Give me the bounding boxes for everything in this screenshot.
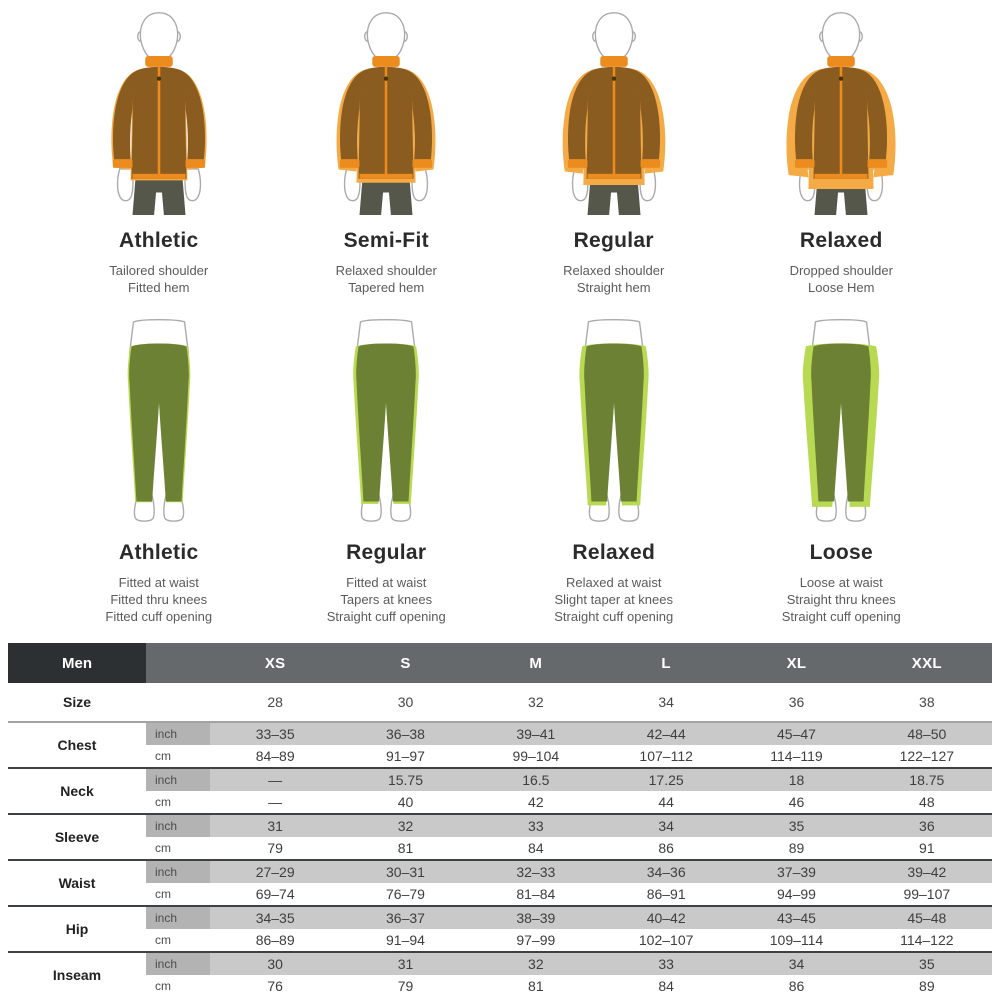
measurement-value-inch: 33–35	[210, 723, 340, 745]
measurement-value-inch: 31	[340, 953, 470, 975]
measurement-value-cm: 84	[601, 975, 731, 997]
measurement-value-inch: 31	[210, 815, 340, 837]
fit-name: Athletic	[119, 229, 199, 252]
measurement-value-cm: 86	[601, 837, 731, 859]
fit-desc-line: Slight taper at knees	[554, 592, 674, 607]
fit-desc-line: Fitted thru knees	[110, 592, 208, 607]
figure-shorts	[132, 179, 185, 215]
size-value-xs: 28	[267, 694, 283, 710]
zipper-pull	[839, 76, 843, 80]
unit-label-cm: cm	[146, 883, 210, 905]
measurement-value-cm: 109–114	[731, 929, 861, 951]
measurement-value-cm: 81	[340, 837, 470, 859]
measurement-label-neck: Neck	[8, 769, 146, 813]
size-value-l: 34	[658, 694, 674, 710]
unit-label-inch: inch	[146, 815, 210, 837]
table-header-xxl: XXL	[911, 654, 942, 672]
measurement-label-chest: Chest	[8, 723, 146, 767]
fit-desc-line: Dropped shoulder	[789, 263, 893, 278]
table-header-s: S	[400, 654, 411, 672]
measurement-value-cm: 99–104	[471, 745, 601, 767]
measurement-value-cm: 114–122	[862, 929, 992, 951]
fit-description	[45, 574, 273, 625]
measurement-value-cm: —	[210, 791, 340, 813]
pants-shape	[129, 344, 189, 502]
figure-head	[368, 13, 405, 62]
measurement-value-inch: 34–36	[601, 861, 731, 883]
jacket-hem	[587, 174, 640, 179]
jacket-zipper	[385, 67, 388, 176]
fit-description	[45, 262, 273, 296]
table-header-row	[8, 643, 992, 683]
jacket-zipper	[840, 67, 843, 176]
measurement-value-inch: 34	[731, 953, 861, 975]
pant-fit-regular	[273, 318, 501, 625]
measurement-value-cm: 86	[731, 975, 861, 997]
pants-shape	[811, 344, 871, 502]
measurement-value-inch: 15.75	[340, 769, 470, 791]
measurement-value-cm: 79	[210, 837, 340, 859]
figure-head	[140, 13, 177, 62]
measurement-group-sleeve	[8, 813, 992, 859]
pant-fit-section	[45, 318, 955, 625]
measurement-value-inch: —	[210, 769, 340, 791]
measurement-value-cm: 84–89	[210, 745, 340, 767]
fit-desc-line: Relaxed shoulder	[563, 263, 665, 278]
measurement-value-cm: 76–79	[340, 883, 470, 905]
fit-desc-line: Loose at waist	[799, 575, 883, 590]
measurement-group-chest	[8, 723, 992, 767]
measurement-value-inch: 32	[340, 815, 470, 837]
fit-description	[728, 574, 956, 625]
measurement-value-inch: 43–45	[731, 907, 861, 929]
fit-desc-line: Straight cuff opening	[554, 609, 674, 624]
fit-name: Regular	[573, 229, 654, 252]
measurement-value-cm: 114–119	[731, 745, 861, 767]
measurement-value-inch: 45–48	[862, 907, 992, 929]
measurement-value-cm: 76	[210, 975, 340, 997]
unit-label-inch: inch	[146, 861, 210, 883]
pant-fit-illustration	[762, 318, 920, 529]
figure-head	[823, 13, 860, 62]
measurement-value-inch: 35	[862, 953, 992, 975]
fit-name: Relaxed	[799, 229, 883, 252]
measurement-value-inch: 32–33	[471, 861, 601, 883]
measurement-value-inch: 48–50	[862, 723, 992, 745]
jacket-collar	[600, 56, 627, 67]
fit-name: Athletic	[119, 541, 199, 564]
table-header-men: Men	[8, 643, 146, 683]
measurement-label-inseam: Inseam	[8, 953, 146, 997]
unit-label-inch: inch	[146, 769, 210, 791]
measurement-group-neck	[8, 767, 992, 813]
measurement-value-cm: 89	[731, 837, 861, 859]
jacket-zipper	[612, 67, 615, 176]
measurement-value-cm: 91	[862, 837, 992, 859]
mens-size-table	[8, 643, 992, 997]
table-size-row	[8, 683, 992, 723]
size-value-xxl: 38	[919, 694, 935, 710]
fit-name: Loose	[809, 541, 873, 564]
jacket-fit-illustration	[535, 6, 693, 217]
measurement-value-inch: 17.25	[601, 769, 731, 791]
figure-shorts	[360, 179, 413, 215]
fit-name: Relaxed	[572, 541, 656, 564]
fit-desc-line: Loose Hem	[808, 280, 875, 295]
fit-desc-line: Fitted at waist	[346, 575, 427, 590]
jacket-collar	[373, 56, 400, 67]
measurement-value-cm: 91–94	[340, 929, 470, 951]
unit-label-cm: cm	[146, 745, 210, 767]
unit-label-inch: inch	[146, 723, 210, 745]
table-header-m: M	[529, 654, 543, 672]
fit-name: Semi-Fit	[343, 229, 429, 252]
measurement-value-cm: 69–74	[210, 883, 340, 905]
measurement-value-inch: 36	[862, 815, 992, 837]
measurement-value-inch: 18.75	[862, 769, 992, 791]
zipper-pull	[612, 76, 616, 80]
jacket-fit-athletic	[45, 6, 273, 296]
zipper-pull	[384, 76, 388, 80]
measurement-value-inch: 33	[471, 815, 601, 837]
measurement-value-inch: 42–44	[601, 723, 731, 745]
unit-label-cm: cm	[146, 975, 210, 997]
fit-description	[500, 574, 728, 625]
size-value-s: 30	[397, 694, 414, 710]
fit-desc-line: Fitted at waist	[118, 575, 199, 590]
jacket-fit-illustration	[762, 6, 920, 217]
jacket-fit-illustration	[80, 6, 238, 217]
fit-description	[273, 574, 501, 625]
measurement-value-inch: 16.5	[471, 769, 601, 791]
fit-desc-line: Fitted cuff opening	[105, 609, 213, 624]
size-value-m: 32	[528, 694, 544, 710]
measurement-value-cm: 48	[862, 791, 992, 813]
measurement-value-inch: 38–39	[471, 907, 601, 929]
jacket-hem	[132, 174, 185, 179]
measurement-value-cm: 122–127	[862, 745, 992, 767]
fit-description	[273, 262, 501, 296]
measurement-value-inch: 18	[731, 769, 861, 791]
size-row-unit-spacer	[146, 683, 210, 721]
measurement-value-inch: 35	[731, 815, 861, 837]
fit-desc-line: Straight cuff opening	[326, 609, 446, 624]
measurement-value-inch: 39–42	[862, 861, 992, 883]
jacket-collar	[145, 56, 172, 67]
fit-desc-line: Tailored shoulder	[109, 263, 209, 278]
measurement-value-cm: 42	[471, 791, 601, 813]
measurement-value-cm: 94–99	[731, 883, 861, 905]
measurement-group-inseam	[8, 951, 992, 997]
measurement-group-hip	[8, 905, 992, 951]
unit-label-inch: inch	[146, 907, 210, 929]
fit-desc-line: Tapers at knees	[340, 592, 433, 607]
jacket-fit-regular	[500, 6, 728, 296]
measurement-value-inch: 40–42	[601, 907, 731, 929]
fit-desc-line: Straight cuff opening	[781, 609, 901, 624]
measurement-value-inch: 37–39	[731, 861, 861, 883]
measurement-value-cm: 89	[862, 975, 992, 997]
measurement-value-cm: 44	[601, 791, 731, 813]
measurement-value-inch: 34–35	[210, 907, 340, 929]
jacket-zipper	[157, 67, 160, 176]
measurement-value-cm: 102–107	[601, 929, 731, 951]
pant-fit-illustration	[80, 318, 238, 529]
pants-shape	[584, 344, 644, 502]
fit-desc-line: Relaxed at waist	[566, 575, 662, 590]
measurement-value-cm: 86–91	[601, 883, 731, 905]
size-row-label: Size	[62, 694, 91, 710]
jacket-fit-illustration	[307, 6, 465, 217]
jacket-fit-relaxed	[728, 6, 956, 296]
jacket-fit-section	[45, 6, 955, 296]
measurement-value-cm: 46	[731, 791, 861, 813]
pant-fit-loose	[728, 318, 956, 625]
measurement-value-cm: 40	[340, 791, 470, 813]
unit-label-cm: cm	[146, 837, 210, 859]
measurement-value-cm: 79	[340, 975, 470, 997]
measurement-value-cm: 99–107	[862, 883, 992, 905]
size-value-xl: 36	[788, 694, 805, 710]
measurement-value-cm: 86–89	[210, 929, 340, 951]
unit-label-cm: cm	[146, 791, 210, 813]
measurement-value-inch: 34	[601, 815, 731, 837]
measurement-value-cm: 91–97	[340, 745, 470, 767]
unit-label-cm: cm	[146, 929, 210, 951]
measurement-label-sleeve: Sleeve	[8, 815, 146, 859]
measurement-group-waist	[8, 859, 992, 905]
table-header-unit-spacer	[146, 643, 210, 683]
table-header-xs: XS	[264, 654, 286, 672]
jacket-collar	[828, 56, 855, 67]
jacket-fit-semi-fit	[273, 6, 501, 296]
measurement-value-cm: 81–84	[471, 883, 601, 905]
fit-description	[728, 262, 956, 296]
fit-desc-line: Straight thru knees	[786, 592, 896, 607]
measurement-value-inch: 27–29	[210, 861, 340, 883]
measurement-value-cm: 84	[471, 837, 601, 859]
pant-fit-illustration	[535, 318, 693, 529]
figure-head	[595, 13, 632, 62]
measurement-value-inch: 32	[471, 953, 601, 975]
pant-fit-relaxed	[500, 318, 728, 625]
fit-name: Regular	[346, 541, 427, 564]
measurement-value-inch: 36–37	[340, 907, 470, 929]
measurement-value-inch: 33	[601, 953, 731, 975]
measurement-value-inch: 30	[210, 953, 340, 975]
table-header-l: L	[661, 654, 671, 672]
pants-shape	[356, 344, 416, 502]
measurement-value-inch: 36–38	[340, 723, 470, 745]
unit-label-inch: inch	[146, 953, 210, 975]
measurement-label-hip: Hip	[8, 907, 146, 951]
measurement-value-cm: 107–112	[601, 745, 731, 767]
pant-fit-illustration	[307, 318, 465, 529]
jacket-hem	[815, 174, 868, 179]
measurement-value-inch: 45–47	[731, 723, 861, 745]
fit-desc-line: Fitted hem	[128, 280, 190, 295]
pant-fit-athletic	[45, 318, 273, 625]
measurement-label-waist: Waist	[8, 861, 146, 905]
zipper-pull	[157, 76, 161, 80]
fit-desc-line: Relaxed shoulder	[335, 263, 437, 278]
measurement-value-inch: 30–31	[340, 861, 470, 883]
fit-desc-line: Straight hem	[576, 280, 651, 295]
table-header-xl: XL	[786, 654, 807, 672]
measurement-value-inch: 39–41	[471, 723, 601, 745]
measurement-value-cm: 81	[471, 975, 601, 997]
fit-description	[500, 262, 728, 296]
measurement-value-cm: 97–99	[471, 929, 601, 951]
jacket-hem	[360, 174, 413, 179]
fit-desc-line: Tapered hem	[348, 280, 425, 295]
